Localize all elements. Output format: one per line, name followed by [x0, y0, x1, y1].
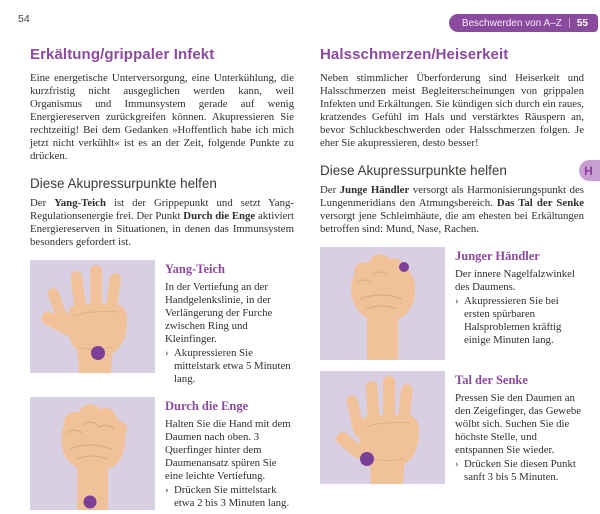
point-name: Yang-Teich [165, 262, 225, 276]
article-intro: Neben stimmlicher Überforderung sind Heiserkeit und Halsschmerzen meist Begleiterscheinungen von grippalen Infekten und Erkältungen. Sie kündigen sich durch ein raues, kratzendes Gefühl im Hals und verstärktes Räuspern an, bevor Schluckbeschwerden oder Halsschmerzen folgen. Je eher Sie akupressieren, desto besser! [320, 72, 584, 149]
alphabet-tab-h: H [579, 160, 600, 181]
point-instruction-text: Akupressieren Sie mittelstark etwa 5 Minuten lang. [174, 347, 291, 385]
article-intro: Eine energetische Unterversorgung, eine Unterkühlung, die kurzfristig nicht ausgeglichen werden kann, weil Organismus und Immunsystem gerade auf wenig Energiereserven zurückgreifen können. Akupressieren Sie rechtzeitig! Bei dem Gedanken »Hoffentlich habe ich mich jetzt nicht verkühlt« ist es an der Zeit, folgende Punkte zu drücken. [30, 72, 294, 162]
point-description: Pressen Sie den Daumen an den Zeigefinger, das Gewebe wölbt sich. Suchen Sie die höchste Stelle, und entspannen Sie wieder. [455, 392, 582, 456]
point-text [455, 247, 584, 360]
helper-intro: Der Yang-Teich ist der Grippepunkt und setzt Yang-Regulationsenergie frei. Der Punkt Durch die Enge aktiviert Energiereserven in Situationen, in denen das Immunsystem besonders gefordert ist. [30, 197, 294, 248]
point-instruction-text: Akupressieren Sie bei ersten spürbaren Halsproblemen kräftig einige Minuten lang. [464, 295, 562, 346]
point-instruction-text: Drücken Sie diesen Punkt sanft 3 bis 5 Minuten. [464, 458, 576, 483]
acupressure-point-block [30, 260, 294, 386]
acupressure-dot [91, 346, 105, 360]
article-title: Halsschmerzen/Heiserkeit [320, 46, 509, 63]
durch-die-enge-hand-illustration [30, 397, 155, 510]
fist-hand-icon [30, 397, 155, 510]
point-instruction [165, 484, 294, 510]
yang-teich-hand-illustration [30, 260, 155, 373]
point-instruction [165, 347, 294, 386]
tal-der-senke-hand-illustration [320, 371, 445, 484]
acupressure-point-block [320, 247, 584, 360]
point-name: Junger Händler [455, 249, 540, 263]
junger-haendler-hand-illustration [320, 247, 445, 360]
helper-heading: Diese Akupressurpunkte helfen [30, 176, 217, 191]
right-page-number: 55 [576, 17, 588, 29]
point-description: Der innere Nagelfalzwinkel des Daumens. [455, 268, 575, 293]
point-instruction [455, 295, 584, 347]
acupressure-dot [399, 262, 409, 272]
point-text [455, 371, 584, 484]
point-text [165, 397, 294, 510]
acupressure-point-block [30, 397, 294, 510]
open-hand-icon [320, 371, 445, 484]
point-description: In der Vertiefung an der Handgelenkslinie, in der Verlängerung der Furche zwischen Ring und Kleinfinger. [165, 281, 273, 345]
point-instruction [455, 458, 584, 484]
left-page-number: 54 [18, 13, 30, 25]
point-name: Tal der Senke [455, 373, 528, 387]
bullet-arrow-glyph: › [165, 347, 169, 359]
acupressure-dot [84, 496, 97, 509]
open-spread-hand-icon [30, 260, 155, 373]
helper-intro: Der Junge Händler versorgt als Harmonisierungspunkt des Lungenmeridians den Atmungsbereich. Das Tal der Senke versorgt jene Schleimhäute, die am ehesten bei Erkältungen betroffen sind: Mund, Nase, Rachen. [320, 184, 584, 235]
chapter-title: Beschwerden von A–Z [461, 17, 562, 29]
acupressure-dot [360, 452, 374, 466]
fist-thumb-hand-icon [320, 247, 445, 360]
point-description: Halten Sie die Hand mit dem Daumen nach oben. 3 Querfinger hinter dem Daumenansatz spüren Sie eine leichte Vertiefung. [165, 418, 291, 482]
point-text [165, 260, 294, 386]
chapter-header-badge [449, 14, 598, 32]
bullet-arrow-glyph: › [165, 484, 169, 496]
point-instruction-text: Drücken Sie mittelstark etwa 2 bis 3 Minuten lang. [174, 484, 290, 509]
bullet-arrow-glyph: › [455, 295, 459, 307]
badge-divider [569, 18, 570, 28]
helper-heading: Diese Akupressurpunkte helfen [320, 163, 507, 178]
bullet-arrow-glyph: › [455, 458, 459, 470]
article-erkaeltung [30, 46, 294, 510]
article-halsschmerzen [320, 46, 584, 510]
acupressure-point-block [320, 371, 584, 484]
point-name: Durch die Enge [165, 399, 249, 413]
article-title: Erkältung/grippaler Infekt [30, 46, 215, 63]
